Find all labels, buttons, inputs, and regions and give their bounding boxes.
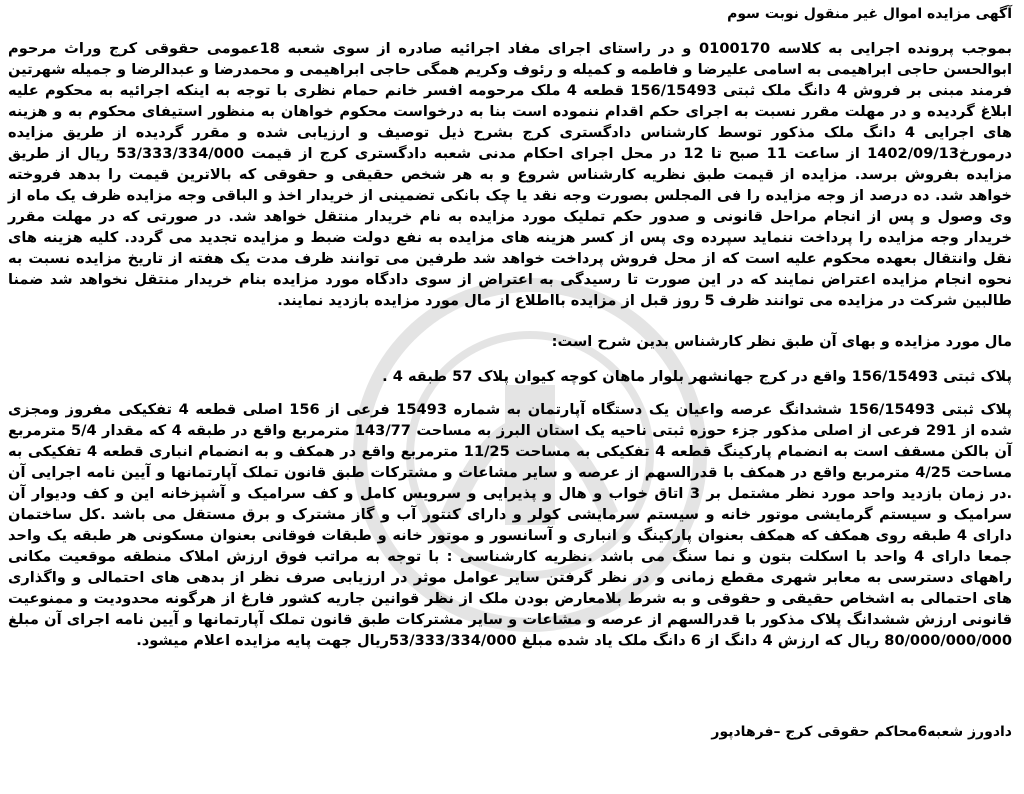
notice-title: آگهی مزایده اموال غیر منقول نوبت سوم <box>727 6 1012 22</box>
expert-opinion-paragraph: پلاک ثبتی 156/15493 ششدانگ عرصه واعیان یک دستگاه آپارتمان به شماره 15493 فرعی از 156 اصلی قطعه 4 تفکیکی مفروز ومجزی شده از 291 فرعی از اصلی مذکور جزء حوزه ثبتی ناحیه یک استان البرز به مساحت 143/77 مترمربع واقع در طبقه 4 که مقدار 5/4 مترمربع آن بالکن مسقف است به انضمام پارکینگ قطعه 4 تفکیکی به مساحت 11/25 مترمربع واقع در همکف و به انضمام انباری قطعه 4 تفکیکی به مساحت 4/25 مترمربع واقع در همکف با قدرالسهم از عرصه و سایر مشاعات و مشترکات طبق قانون تملک آپارتمانها و آیین نامه اجرایی آن .در زمان بازدید واحد مورد نظر مشتمل بر 3 اتاق خواب و هال و پذیرایی و سرویس کامل و کف سرامیک و آشپزخانه این و کف ودیوار آن سرامیک و سیستم گرمایشی موتور خانه و سیستم سرمایشی کولر و دارای کنتور آب و گاز مشترک و برق مستقل می باشد .کل ساختمان دارای 4 طبقه روی همکف که همکف بعنوان پارکینگ و انباری و آسانسور و موتور خانه و طبقات فوقانی بعنوان مسکونی هر طبقه یک واحد جمعا دارای 4 واحد با اسکلت بتون و نما سنگ می باشد .نظریه کارشناسی : با توجه به مراتب فوق ارزش املاک منطقه موقعیت مکانی راههای دسترسی به معابر شهری مقطع زمانی و در نظر گرفتن سایر عوامل موثر در ارزیابی صرف نظر از بدهی های احتمالی و واگذاری های احتمالی به اشخاص حقیقی و حقوقی و به شرط بلامعارض بودن ملک از نظر قوانین جاریه کشور فارغ از هرگونه محدودیت و ممنوعیت قانونی ارزش ششدانگ پلاک مذکور با قدرالسهم از عرصه و مشاعات و سایر مشترکات طبق قانون تملک آپارتمانها و آیین نامه اجرای آن مبلغ 80/000/000/000 ریال که ارزش 4 دانگ از 6 دانگ ملک یاد شده مبلغ 53/333/334/000ریال جهت پایه مزایده اعلام میشود. <box>8 401 1013 649</box>
property-address: پلاک ثبتی 156/15493 واقع در کرج جهانشهر بلوار ماهان کوچه کیوان پلاک 57 طبقه 4 . <box>382 368 1012 385</box>
intro-paragraph: بموجب پرونده اجرایی به کلاسه 0100170 و در راستای اجرای مفاد اجرائیه صادره از سوی شعبه 18عمومی حقوقی کرج وراث مرحوم ابوالحسن حاجی ابراهیمی به اسامی علیرضا و فاطمه و کمیله و رئوف وکریم همگی حاجی ابراهیمی و محمدرضا و عبدالرضا و جمیله شهرتین فرمند مبنی بر فروش 4 دانگ ملک ثبتی 156/15493 قطعه 4 ملک مرحومه افسر خانم حمام نظری با توجه به اینکه اجرائیه به محکوم علیه ابلاغ گردیده و در مهلت مقرر نسبت به اجرای حکم اقدام ننموده است بنا به درخواست محکوم خواهان به منظور استیفای محکوم به و هزینه های اجرایی 4 دانگ ملک مذکور توسط کارشناس دادگستری کرج بشرح ذیل توصیف و ارزیابی شده و مقرر گردیده از طریق مزایده درمورخ1402/09/13 از ساعت 11 صبح تا 12 در محل اجرای احکام مدنی شعبه دادگستری کرج از قیمت 53/333/334/000 ریال از طریق مزایده بفروش برسد. مزایده از قیمت طبق نظریه کارشناس شروع و به هر شخص حقیقی و حقوقی که بالاترین قیمت را بدهد فروخته خواهد شد. ده درصد از وجه مزایده را فی المجلس بصورت وجه نقد یا چک بانکی تضمینی از خریدار اخذ و الباقی وجه مزایده ظرف یک ماه از وی وصول و پس از انجام مراحل قانونی و صدور حکم تملیک مورد مزایده به نام خریدار منتقل خواهد شد. در صورتی که در مهلت مقرر خریدار وجه مزایده را پرداخت ننماید سپرده وی پس از کسر هزینه های مزایده به نفع دولت ضبط و مزایده تجدید می گردد. کلیه هزینه های نقل وانتقال بعهده محکوم علیه است که از محل فروش پرداخت خواهد شد طرفین می توانند ظرف مدت یک هفته از تاریخ مزایده نسبت به نحوه انجام مزایده اعتراض نمایند که در این صورت تا رسیدگی به اعتراض از سوی دادگاه مورد مزایده بنام خریدار منتقل نخواهد شد ضمنا طالبین شرکت در مزایده می توانند ظرف 5 روز قبل از مزایده بااطلاع از مال مورد مزایده بازدید نمایند. <box>8 40 1013 309</box>
property-heading: مال مورد مزایده و بهای آن طبق نظر کارشناس بدین شرح است: <box>551 333 1012 350</box>
signature-line: دادورز شعبه6محاکم حقوقی کرج –فرهادپور <box>711 724 1012 740</box>
